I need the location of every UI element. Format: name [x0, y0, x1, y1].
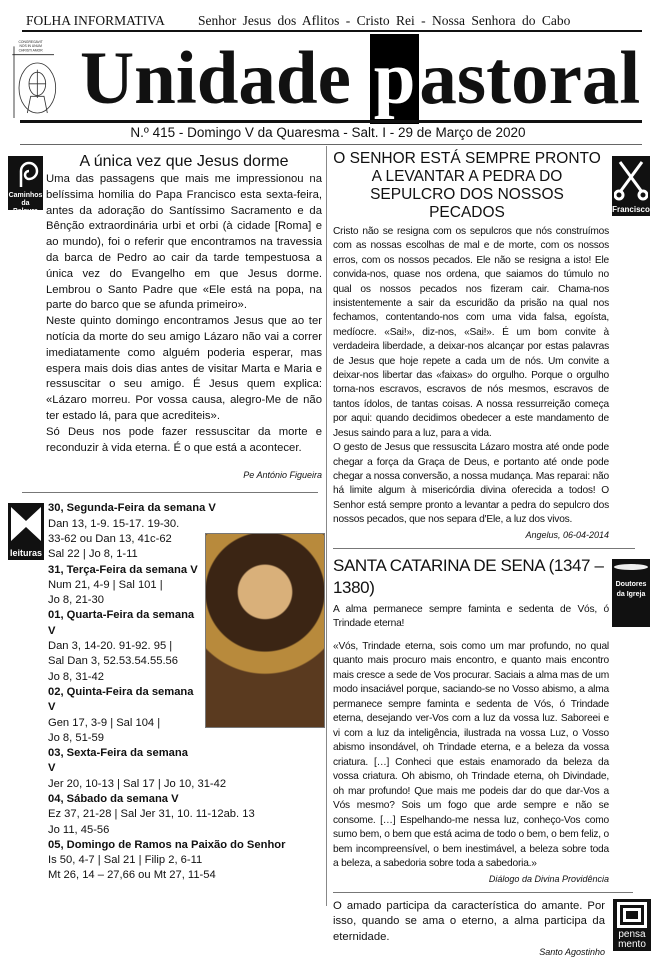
reading-day: 03, Sexta-Feira da semana V Jer 20, 10-13 | Sal 17 | Jo 10, 31-42 [48, 747, 227, 790]
saint-quote: «Vós, Trindade eterna, sois como um mar profundo, no qual quanto mais procuro mais encontro, e quanto mais encontro mais cresce a sede de Vos procurar. Saciais a alma mas de um modo insaciável porque, saciando-se no Vosso abismo, a alma permanece sempre faminta e sedenta de Vós, ó Trindade eterna, desejando ver-Vos com a luz da vossa luz. Saboreei e vi com a luz da inteligência, ilustrada na vossa Luz, o Vosso abismo insondável, oh Trindade eterna, e a beleza da vossa criatura. […] Conheci que estais enamorado da beleza da vossa criatura. Oh abismo, oh Trindade eterna, oh Divindade, oh mar profundo! Que mais me podeis dar do que dar-Vos a Vós mesmo? Sois um fogo que arde sempre e não se consome. […] Espelhando-me nessa luz, conheço-Vos como sumo bem, o bem que está acima de todo o bem, o bem feliz, o bem incompreensível, o bem inestimável, a beleza sobre toda a beleza, a sabedoria sobre toda a sabedoria.» [333, 640, 609, 870]
saint-subtitle: A alma permanece sempre faminta e sedenta de Vós, ó Trindade eterna! [333, 603, 609, 630]
article-author: Pe António Figueira [243, 470, 322, 481]
left-column [8, 152, 322, 884]
saint-title: SANTA CATARINA DE SENA (1347 – 1380) [333, 555, 604, 597]
article-title: O SENHOR ESTÁ SEMPRE PRONTO A LEVANTAR A PEDRA DO SEPULCRO DOS NOSSOS PECADOS [333, 150, 601, 221]
divider [20, 144, 642, 145]
article-body: Uma das passagens que mais me impressionou na belíssima homilia do Papa Francisco esta sexta-feira, antes da adoração do Santíssimo Sacramento e da Bênção extraordinária urbi et orbi (à cidade [Roma] e ao mundo), foi o referir que encontramos na travessia da barca de Pedro ao cair da tarde tempestuosa a única vez do Evangelho em que Jesus dorme. Lembrou o Santo Padre que «Ele está na popa, na parte do barco que se afunda primeiro». Neste quinto domingo encontramos Jesus que ao ter notícia da morte do seu amigo Lázaro não vai a correr imediatamente como alguém poderia esperar, mas espera mais dois dias antes de visitar Marta e Maria e ressuscitar o seu amigo. É Jesus quem explica: «Lázaro morreu. Por vossa causa, alegro-Me de não ter estado lá, para que acrediteis». Só Deus nos pode fazer ressuscitar da morte e reconduzir à vida eterna. É o que está a acontecer. [46, 173, 322, 454]
svg-text:NOS IN UNUM: NOS IN UNUM [19, 44, 42, 49]
left-article [8, 152, 322, 480]
newsletter-title: Unidade pastoral [80, 34, 640, 124]
divider [22, 30, 642, 32]
thought-author: Santo Agostinho [539, 947, 605, 957]
francisco-keys-icon: Francisco [612, 156, 650, 216]
pensamento-icon: pensa mento [613, 899, 651, 951]
saint-section [333, 555, 651, 884]
reading-day: 31, Terça-Feira da semana V Num 21, 4-9 | Sal 101 | Jo 8, 21-30 [48, 563, 198, 607]
caminhos-palavra-icon: Caminhos da Palavra [8, 156, 43, 210]
right-article [333, 150, 651, 540]
reading-day: 30, Segunda-Feira da semana V Dan 13, 1-9. 15-17. 19-30. 33-62 ou Dan 13, 41c-62 Sal 22 | Jo 8, 1-11 [48, 502, 216, 561]
divider [20, 120, 642, 123]
svg-text:CONGREGAVIT: CONGREGAVIT [18, 40, 43, 44]
christ-icon-image [205, 533, 325, 728]
parishes: Senhor Jesus dos Aflitos - Cristo Rei - Nossa Senhora do Cabo [198, 13, 571, 28]
article-body: Cristo não se resigna com os sepulcros que nós construímos com as nossas escolhas de mal e de morte, com os nossos erros, com os nossos pecados. Ele não se resigna a isto! Ele convida-nos, quase nos ordena, que saiamos do túmulo no qual os nossos pecados nos fizeram cair. Chama-nos insistentemente a sair da escuridão da prisão na qual nos fechamos, contentando-nos com uma vida falsa, egoísta, medíocre. «Sai!», diz-nos, «Sai!». É um bom convite à verdadeira liberdade, a deixar-nos alcançar por estas palavras de Jesus que hoje repete a cada um de nós. Um convite a deixar-nos libertar das «faixas» do orgulho. Porque o orgulho torna-nos escravos, escravos de nós mesmos, escravos de tantos ídolos, de tantas coisas. A nossa ressurreição começa por aqui: quando decidimos obedecer a este mandamento de Jesus saindo para a luz, para a vida. O gesto de Jesus que ressuscita Lázaro mostra até onde pode chegar a força da Graça de Deus, e portanto até onde pode chegar a nossa conversão, a nossa mudança. Mas reparai: não há limite algum à misericórdia divina oferecida a todos! O Senhor está sempre pronto a levantar a pedra do sepulcro dos nossos pecados, que nos separa d'Ele, a luz dos vivos. [333, 226, 609, 526]
quote-source: Diálogo da Divina Providência [488, 873, 609, 884]
column-divider [326, 146, 327, 906]
doctors-church-icon: Doutores da Igreja [612, 559, 650, 627]
parish-logo [8, 38, 60, 118]
right-column [333, 150, 651, 957]
article-source: Angelus, 06-04-2014 [525, 529, 609, 540]
reading-day: 04, Sábado da semana V Ez 37, 21-28 | Sal Jer 31, 10. 11-12ab. 13 Jo 11, 45-56 [48, 792, 255, 836]
readings-icon: leituras [8, 503, 44, 560]
divider [333, 548, 635, 549]
thought-text: O amado participa da característica do amante. Por isso, quando se ama o eterno, a alma participa da eternidade. [333, 899, 605, 943]
article-title: A única vez que Jesus dorme [79, 153, 289, 170]
reading-day: 01, Quarta-Feira da semana V Dan 3, 14-20. 91-92. 95 | Sal Dan 3, 52.53.54.55.56 Jo 8, 31-42 [48, 609, 195, 683]
reading-day: 05, Domingo de Ramos na Paixão do Senhor Is 50, 4-7 | Sal 21 | Filip 2, 6-11 Mt 26, 14 – 27,66 ou Mt 27, 11-54 [48, 838, 286, 882]
newsletter-label: FOLHA INFORMATIVA [26, 13, 165, 28]
divider [22, 492, 318, 493]
readings-section [8, 501, 322, 883]
divider [333, 892, 633, 893]
svg-text:CHRISTI AMOR: CHRISTI AMOR [18, 48, 43, 53]
issue-line: N.º 415 - Domingo V da Quaresma - Salt. I - 29 de Março de 2020 [130, 125, 526, 140]
reading-day: 02, Quinta-Feira da semana V Gen 17, 3-9 | Sal 104 | Jo 8, 51-59 [48, 685, 194, 744]
